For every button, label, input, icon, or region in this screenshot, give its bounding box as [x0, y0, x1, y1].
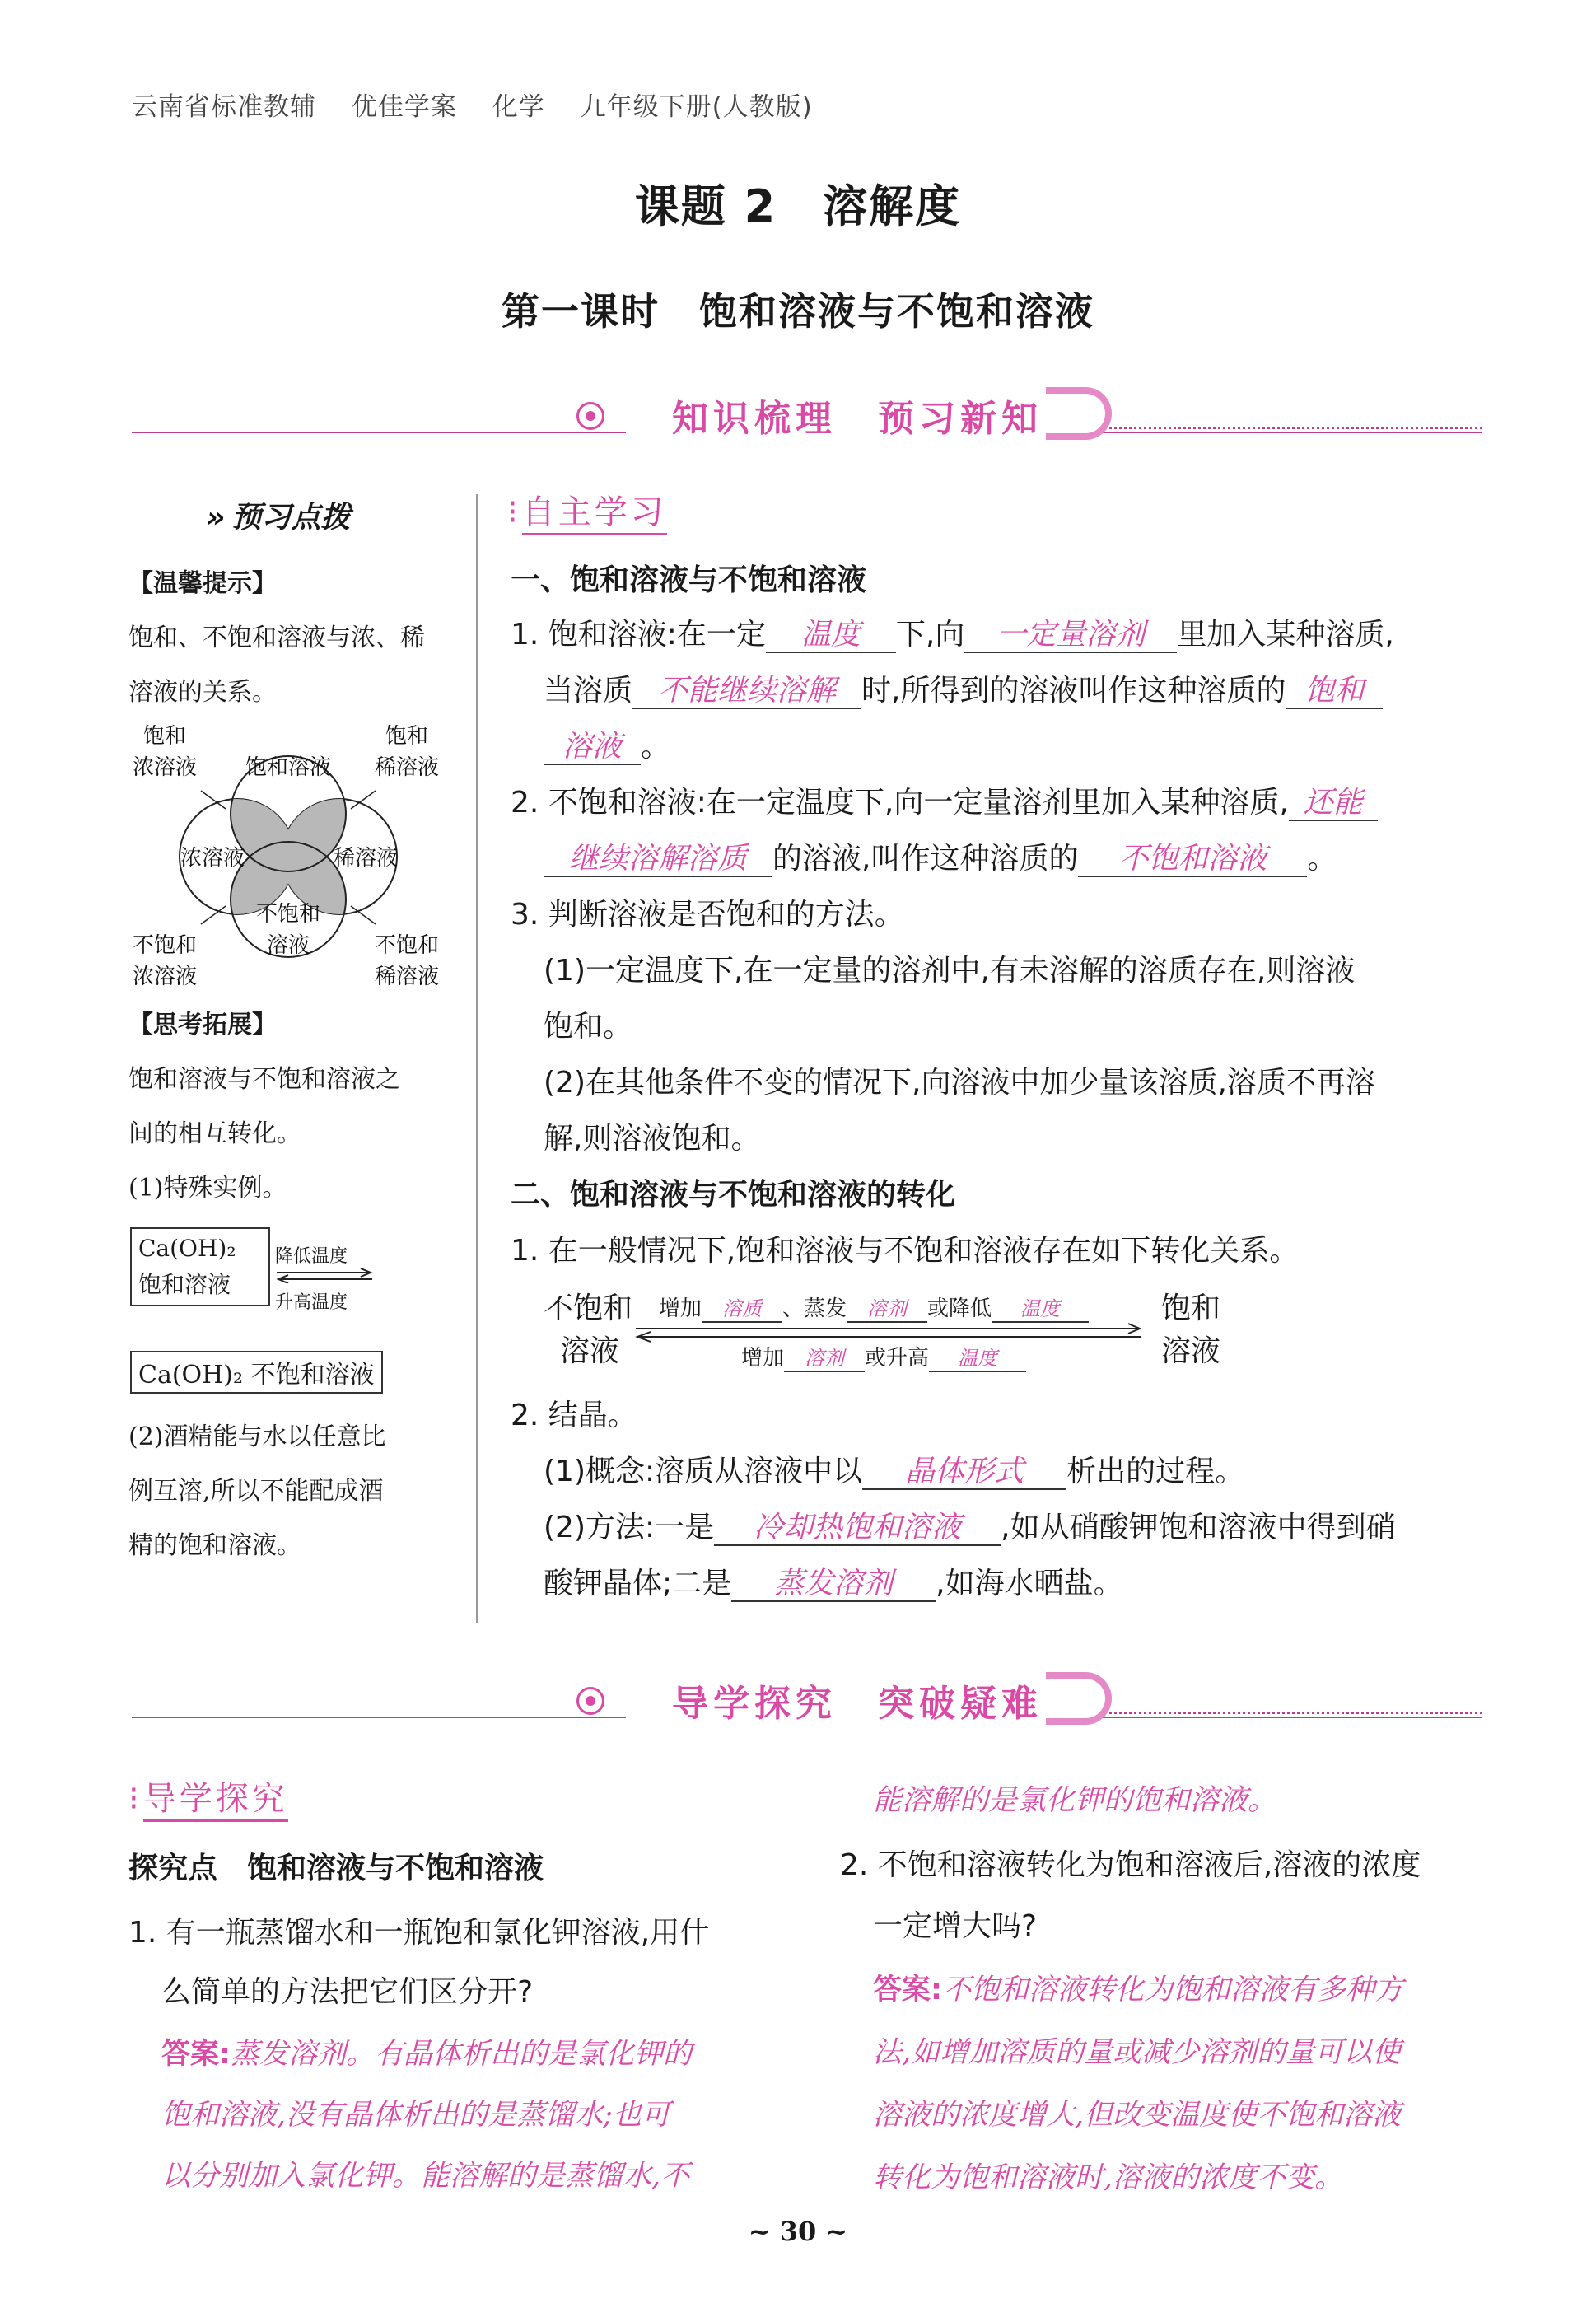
blank-q1-3: 不能继续溶解: [632, 674, 861, 709]
tip-text-1: 饱和、不饱和溶液与浓、稀: [128, 624, 425, 652]
t2-2-line-1: (2)方法:一是 冷却热饱和溶液 ,如从硝酸钾饱和溶液中得到硝: [544, 1504, 1396, 1546]
blank-q2-1b: 继续溶解溶质: [544, 842, 772, 877]
venn-label-left: 浓溶液: [180, 846, 245, 871]
t2-1-line: (1)概念:溶质从溶液中以 晶体形式 析出的过程。: [544, 1448, 1244, 1490]
t2-title: 2. 结晶。: [511, 1399, 637, 1432]
conv-bottom-label: 增加 溶剂 或升高 温度: [741, 1341, 1026, 1372]
venn-label-tl1: 饱和: [142, 724, 187, 749]
conv-top-label: 增加 溶质 、蒸发 溶剂 或降低 温度: [659, 1292, 1089, 1323]
header-publisher: 云南省标准教辅: [132, 92, 316, 122]
lesson-subtitle: 第一课时 饱和溶液与不饱和溶液: [502, 289, 1094, 334]
sidebar-think: [128, 998, 450, 1216]
tip-text-2: 溶液的关系。: [128, 678, 277, 707]
arrow-label-cool: 降低温度: [275, 1246, 348, 1267]
venn-label-bl2: 浓溶液: [132, 965, 198, 989]
dots-icon: ⁝: [128, 1780, 139, 1818]
think-text-5: 例互溶,所以不能配成酒: [128, 1477, 384, 1506]
think-text-1: 饱和溶液与不饱和溶液之: [128, 1065, 400, 1094]
blank-q2-1a: 还能: [1289, 786, 1378, 821]
blank-conv-4: 溶剂: [784, 1348, 865, 1372]
q3-1-line-1: (1)一定温度下,在一定量的溶剂中,有未溶解的溶质存在,则溶液: [544, 954, 1356, 988]
blank-q2-2: 不饱和溶液: [1078, 842, 1307, 877]
explore-label: 导学探究: [143, 1780, 288, 1822]
tip-title: 【温馨提示】: [128, 569, 277, 598]
temp-arrows: [275, 1242, 374, 1314]
page-number: ~ 30 ~: [748, 2216, 848, 2247]
t2-2-line-2: 酸钾晶体;二是 蒸发溶剂 ,如海水晒盐。: [544, 1560, 1123, 1602]
blank-conv-2: 溶剂: [847, 1298, 927, 1323]
venn-label-tl2: 浓溶液: [132, 755, 198, 780]
venn-label-tr1: 饱和: [385, 724, 429, 749]
section-1-title: 一、饱和溶液与不饱和溶液: [511, 563, 867, 597]
q1-line-2: 当溶质 不能继续溶解 时,所得到的溶液叫作这种溶质的 饱和: [544, 667, 1383, 709]
caoh2-saturated-box: Ca(OH)₂ 饱和溶液: [130, 1227, 270, 1306]
explore-q2-line-2: 一定增大吗?: [873, 1909, 1038, 1943]
venn-diagram: [128, 717, 458, 997]
blank-conv-5: 温度: [929, 1348, 1026, 1372]
think-text-3: (1)特殊实例。: [128, 1174, 287, 1203]
zizhu-label: 自主学习: [522, 493, 667, 535]
section-banner-explore: [132, 1669, 1482, 1743]
venn-label-bot1: 不饱和: [255, 902, 321, 927]
target-icon: [576, 402, 604, 430]
explore-q1-line-1: 1. 有一瓶蒸馏水和一瓶饱和氯化钾溶液,用什: [128, 1916, 710, 1950]
banner-dots: [1104, 427, 1482, 429]
target-icon: [576, 1687, 604, 1715]
running-header: [132, 86, 839, 123]
header-subject: 化学: [492, 92, 545, 122]
explore-a1-line-1: 答案:蒸发溶剂。有晶体析出的是氯化钾的: [161, 2038, 693, 2071]
venn-label-br2: 稀溶液: [374, 965, 440, 989]
explore-q1-line-2: 么简单的方法把它们区分开?: [161, 1975, 534, 2009]
section-2-title: 二、饱和溶液与不饱和溶液的转化: [511, 1178, 956, 1212]
q1-line-1: 1. 饱和溶液:在一定 温度 下,向 一定量溶剂 里加入某种溶质,: [511, 611, 1394, 653]
sidebar-heading: » 预习点拨: [206, 501, 351, 535]
banner-title: 导学探究 突破疑难: [626, 1674, 1056, 1726]
banner-dots: [1104, 1712, 1482, 1714]
section-banner-preview: [132, 384, 1482, 458]
venn-label-bl1: 不饱和: [132, 933, 198, 958]
venn-label-top: 饱和溶液: [245, 755, 332, 780]
double-arrow-icon: [275, 1268, 374, 1283]
explore-a2-line-4: 转化为饱和溶液时,溶液的浓度不变。: [873, 2161, 1344, 2194]
q2-line-1: 2. 不饱和溶液:在一定温度下,向一定量溶剂里加入某种溶质, 还能: [511, 779, 1378, 821]
conversion-arrows: [634, 1323, 1145, 1343]
explore-q2-line-1: 2. 不饱和溶液转化为饱和溶液后,溶液的浓度: [840, 1848, 1421, 1882]
header-grade: 九年级下册(人教版): [580, 92, 813, 122]
explore-a2-line-1: 答案:不饱和溶液转化为饱和溶液有多种方: [873, 1974, 1404, 2006]
blank-t2-3: 蒸发溶剂: [731, 1567, 936, 1602]
explore-a1-line-3: 以分别加入氯化钾。能溶解的是蒸馏水,不: [161, 2160, 690, 2193]
header-series: 优佳学案: [351, 92, 457, 122]
venn-label-tr2: 稀溶液: [374, 755, 440, 780]
q3-2-line-2: 解,则溶液饱和。: [544, 1122, 761, 1156]
blank-q1-4a: 饱和: [1286, 674, 1383, 709]
think-text-6: 精的饱和溶液。: [128, 1531, 301, 1560]
banner-title: 知识梳理 预习新知: [626, 389, 1056, 441]
blank-t2-2: 冷却热饱和溶液: [714, 1511, 1001, 1546]
lesson-title: 课题 2 溶解度: [634, 180, 962, 232]
explore-tag: [128, 1773, 288, 1819]
conv-left-1: 不饱和: [544, 1292, 633, 1325]
q3-title: 3. 判断溶液是否饱和的方法。: [511, 898, 904, 932]
zizhu-tag: [507, 486, 667, 533]
q1-line-3: 溶液 。: [544, 723, 670, 765]
explore-a1-line-4: 能溶解的是氯化钾的饱和溶液。: [873, 1784, 1277, 1817]
think-text-2: 间的相互转化。: [128, 1119, 301, 1148]
swoosh-icon: [1046, 387, 1112, 440]
sidebar-tip: [128, 557, 450, 720]
blank-conv-3: 温度: [992, 1298, 1089, 1323]
double-chevron-icon: »: [206, 501, 226, 535]
q3-2-line-1: (2)在其他条件不变的情况下,向溶液中加少量该溶质,溶质不再溶: [544, 1066, 1375, 1100]
t1-line: 1. 在一般情况下,饱和溶液与不饱和溶液存在如下转化关系。: [511, 1234, 1300, 1268]
explore-a2-line-3: 溶液的浓度增大,但改变温度使不饱和溶液: [873, 2099, 1402, 2132]
arrow-label-heat: 升高温度: [275, 1292, 348, 1313]
think-title: 【思考拓展】: [128, 1011, 277, 1039]
blank-q1-2: 一定量溶剂: [964, 618, 1177, 653]
blank-conv-1: 溶质: [702, 1298, 782, 1323]
conv-right-2: 溶液: [1161, 1334, 1221, 1368]
blank-q1-4b: 溶液: [544, 730, 641, 765]
q2-line-2: 继续溶解溶质 的溶液,叫作这种溶质的 不饱和溶液 。: [544, 835, 1337, 877]
caoh2-unsaturated-box: Ca(OH)₂ 不饱和溶液: [130, 1351, 383, 1394]
q3-1-line-2: 饱和。: [544, 1010, 633, 1044]
explore-point: 探究点 饱和溶液与不饱和溶液: [128, 1852, 544, 1885]
venn-label-bot2: 溶液: [266, 933, 310, 958]
venn-label-br1: 不饱和: [374, 933, 440, 958]
sidebar-think-2: [128, 1410, 450, 1573]
column-divider: [476, 494, 478, 1623]
dots-icon: ⁝: [507, 493, 518, 531]
explore-a1-line-2: 饱和溶液,没有晶体析出的是蒸馏水;也可: [161, 2099, 670, 2132]
blank-t2-1: 晶体形式: [862, 1455, 1066, 1490]
conv-right-1: 饱和: [1161, 1292, 1221, 1325]
blank-q1-1: 温度: [766, 618, 896, 653]
venn-label-right: 稀溶液: [333, 846, 399, 871]
conv-left-2: 溶液: [560, 1334, 620, 1368]
swoosh-icon: [1046, 1672, 1112, 1725]
think-text-4: (2)酒精能与水以任意比: [128, 1422, 386, 1451]
explore-a2-line-2: 法,如增加溶质的量或减少溶剂的量可以使: [873, 2036, 1402, 2069]
